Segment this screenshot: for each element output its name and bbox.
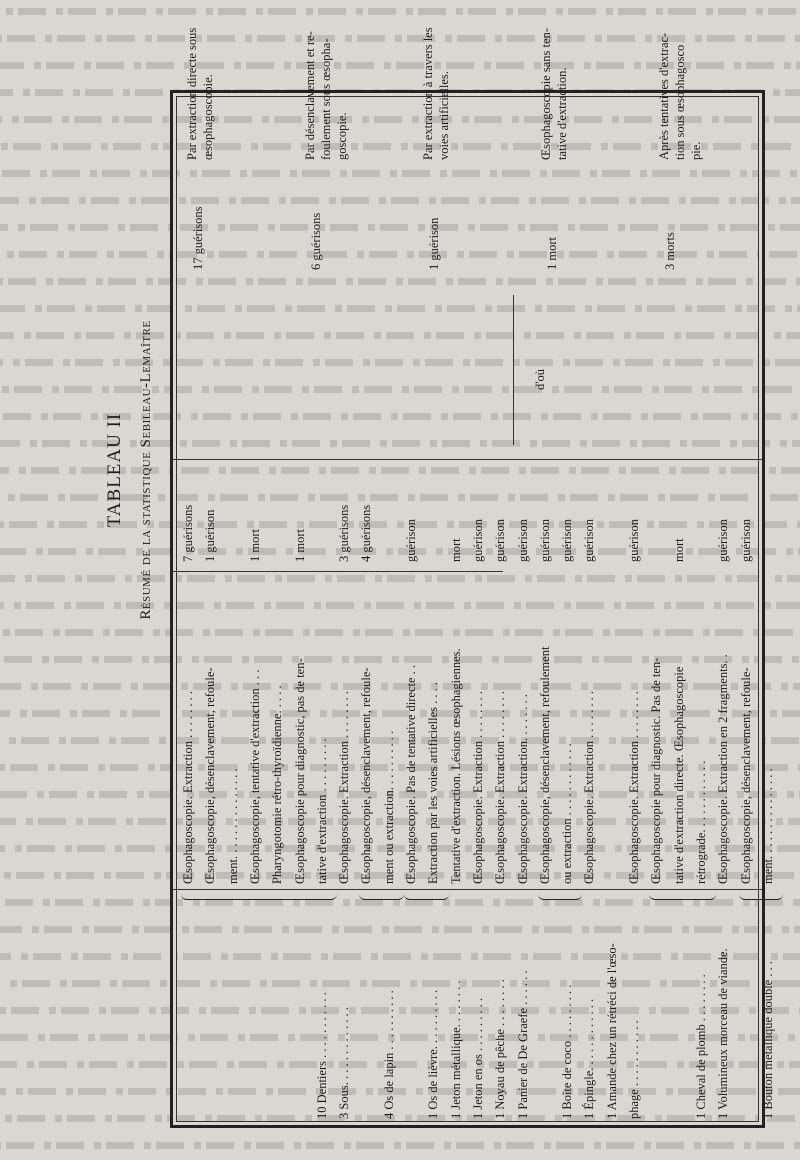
row-result: mort: [671, 538, 686, 562]
row-result: 1 guérison: [203, 509, 218, 562]
row-method-line: Œsophagoscopie. Extraction. . . . . . . .: [515, 694, 530, 884]
row-result: guérison: [470, 518, 485, 562]
row-result: 4 guérisons: [359, 504, 374, 562]
summary-count: 1 mort: [545, 237, 559, 270]
row-method-line: Œsophagoscopie, désenclavement, refoule-: [738, 667, 753, 884]
row-method-line: Œsophagoscopie pour diagnostic. Pas de ten-: [649, 657, 664, 884]
row-result: 7 guérisons: [181, 504, 195, 562]
summary-detail: tion sous œsophagosco: [673, 44, 687, 160]
page-subtitle: Résumé de la statistique Sebileau-Lemaître: [138, 320, 154, 620]
summary-detail: Par extraction directe sous: [185, 27, 199, 160]
column-divider-result: [173, 571, 503, 572]
row-method-line: Œsophagoscopie. Extraction . . . . . . . .: [493, 690, 508, 884]
summary-detail: foulement sous œsopha-: [319, 38, 333, 160]
row-object: 1 Panier de De Graefe . . . . . .: [515, 970, 530, 1119]
row-object: 1 Bouton métallique double . . .: [760, 961, 775, 1119]
summary-detail: pie.: [689, 141, 703, 160]
row-method-line: tative d'extraction directe. Œsophagoscopie: [671, 666, 686, 884]
summary-detail: tative d'extraction.: [555, 67, 569, 160]
row-method-line: Œsophagoscopie. Extraction . . . . . . . .: [181, 690, 195, 884]
row-method-line: tative d'extraction . . . . . . . . .: [314, 738, 329, 884]
row-method-line: Œsophagoscopie, désenclavement, refoulement: [537, 646, 552, 884]
row-result: guérison: [515, 518, 530, 562]
row-object: 1 Amande chez un rétréci de l'œso-: [604, 943, 619, 1119]
row-brace: [404, 894, 449, 900]
row-brace: [181, 894, 337, 900]
row-method-line: Œsophagoscopie. Extraction . . . . . . . .: [337, 690, 352, 884]
row-method-line: Tentative d'extraction. Lésions œsophagiennes.: [448, 648, 463, 884]
row-result: guérison: [716, 518, 731, 562]
row-method-line: Œsophagoscopie. Extraction . . . . . . . .: [582, 690, 597, 884]
row-result: guérison: [560, 518, 575, 562]
row-result: mort: [448, 538, 463, 562]
row-result: 1 mort: [292, 529, 307, 562]
summary-detail: œsophagoscopie.: [201, 74, 215, 160]
column-divider-summary: [173, 459, 762, 460]
row-method-line: ment ou extraction. . . . . . . . . .: [381, 730, 396, 884]
summary-detail: Par désenclavement et re-: [303, 31, 317, 160]
summary-detail: voies artificielles.: [437, 71, 451, 160]
row-method-line: Œsophagoscopie. Extraction en 2 fragments. .: [716, 654, 731, 884]
row-method-line: Œsophagoscopie, tentative d'extraction . . .: [247, 669, 262, 884]
row-object: 1 Volumineux morceau de viande.: [716, 948, 731, 1119]
row-object: 1 Os de lièvre. . . . . . . . . .: [426, 989, 441, 1119]
row-method-line: Œsophagoscopie. Pas de tentative directe . .: [404, 664, 418, 884]
row-brace: [649, 894, 716, 900]
summary-detail: Par extraction à travers les: [421, 27, 435, 160]
row-result: guérison: [738, 518, 753, 562]
row-object: 1 Cheval de plomb . . . . . . . .: [693, 974, 708, 1119]
summary-count: 6 guérisons: [309, 212, 323, 270]
row-result: guérison: [582, 518, 597, 562]
row-method-line: Extraction par les voies artificielles . . . .: [426, 681, 441, 884]
row-method-line: Œsophagoscopie, désenclavement, refoule-: [359, 667, 374, 884]
summary-count: 1 guérison: [427, 217, 441, 270]
row-method-line: Œsophagoscopie, désenclavement, refoule-: [203, 667, 218, 884]
row-object: 3 Sous. . . . . . . . . . . . .: [337, 1007, 352, 1119]
row-object: 1 Épingle. . . . . . . . . . . .: [582, 998, 597, 1119]
row-result: 3 guérisons: [337, 504, 352, 562]
row-result: 1 mort: [247, 529, 262, 562]
row-method-line: rétrograde. . . . . . . . . . . .: [693, 760, 708, 884]
summary-brace-line: [513, 295, 514, 445]
row-object: 1 Noyau de pêche . . . . . . . .: [493, 979, 508, 1119]
summary-detail: goscopie.: [335, 112, 349, 160]
row-method-line: Œsophagoscopie pour diagnostic, pas de ten-: [292, 658, 307, 884]
row-object: phage . . . . . . . . . . .: [627, 1020, 641, 1119]
row-result: guérison: [404, 518, 418, 562]
row-object: 1 Jeton métallique. . . . . . . .: [448, 980, 463, 1119]
row-method-line: ou extraction . . . . . . . . . . . .: [560, 743, 575, 884]
column-divider-method: [173, 889, 762, 890]
row-result: guérison: [493, 518, 508, 562]
row-object: 10 Dentiers . . . . . . . . . . .: [314, 992, 329, 1119]
row-result: guérison: [537, 518, 552, 562]
row-brace: [538, 894, 583, 900]
row-method-line: Pharyngotomie rétro-thyroïdienne. . . . .: [270, 685, 285, 884]
table-frame: [170, 27, 775, 1128]
row-object: 4 Os de lapin . . . . . . . . . .: [381, 990, 396, 1119]
row-method-line: Œsophagoscopie. Extraction . . . . . . . .: [470, 690, 485, 884]
row-brace: [359, 894, 404, 900]
summary-prefix: d'où: [533, 368, 547, 390]
summary-count: 17 guérisons: [191, 206, 205, 270]
row-brace: [739, 894, 784, 900]
row-method-line: ment. . . . . . . . . . . . . . .: [760, 768, 775, 884]
summary-detail: Œsophagoscopie sans ten-: [539, 28, 553, 160]
summary-detail: Après tentatives d'extrac-: [657, 32, 671, 160]
row-method-line: ment. . . . . . . . . . . . . . .: [225, 768, 240, 884]
page-title: TABLEAU II: [104, 412, 125, 528]
row-method-line: Œsophagoscopie. Extraction . . . . . . . .: [627, 690, 641, 884]
summary-count: 3 morts: [663, 232, 677, 270]
row-object: 1 Boîte de coco . . . . . . . . .: [560, 984, 575, 1119]
row-result: guérison: [627, 518, 641, 562]
row-object: 1 Jeton en os . . . . . . . . .: [470, 997, 485, 1119]
